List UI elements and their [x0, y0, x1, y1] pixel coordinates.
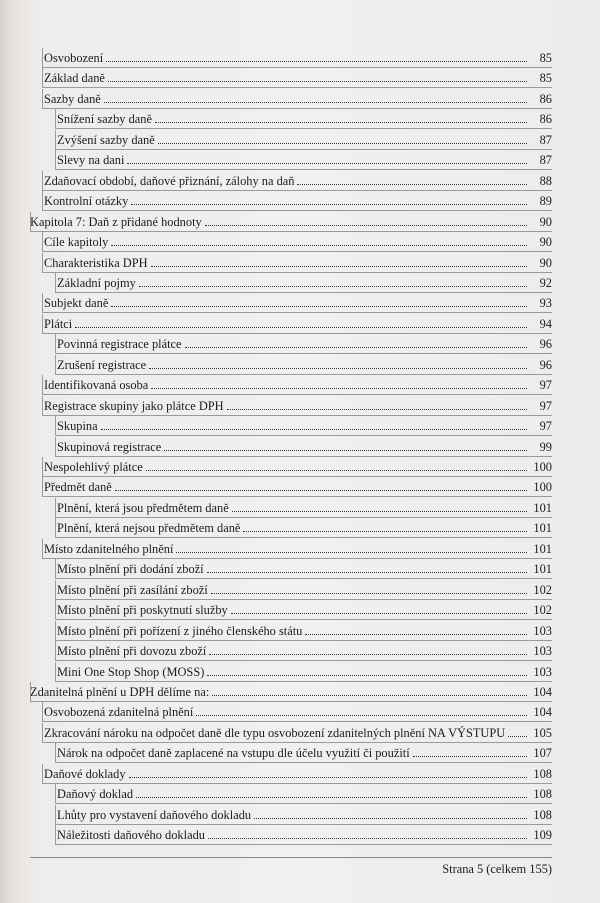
toc-entry[interactable]: [55, 559, 552, 579]
dot-leader: [129, 777, 527, 778]
toc-entry[interactable]: [42, 375, 552, 395]
toc-entry-line: [55, 521, 530, 538]
toc-entry-line: [42, 399, 530, 416]
toc-entry-label: Plnění, která nejsou předmětem daně: [57, 521, 241, 536]
toc-entry-left-border: [55, 600, 56, 620]
toc-entry-left-border: [30, 212, 31, 232]
toc-entry-page-number: 104: [533, 705, 552, 720]
toc-entry-label: Registrace skupiny jako plátce DPH: [44, 398, 224, 413]
toc-entry-label: Skupinová registrace: [57, 439, 162, 454]
dot-leader: [127, 163, 527, 164]
toc-entry[interactable]: [42, 171, 552, 191]
toc-entry-page-number: 87: [539, 132, 552, 147]
toc-entry-left-border: [55, 621, 56, 641]
toc-entry[interactable]: [30, 682, 552, 702]
toc-entry-line: [42, 235, 530, 252]
toc-entry-page-number: 90: [539, 255, 552, 270]
toc-entry-left-border: [55, 580, 56, 600]
toc-entry[interactable]: [55, 416, 552, 436]
dot-leader: [207, 572, 527, 573]
toc-entry-label: Skupina: [57, 419, 98, 434]
toc-entry[interactable]: [42, 702, 552, 722]
toc-entry-line: [55, 153, 530, 170]
toc-entry-label: Kontrolní otázky: [44, 194, 129, 209]
toc-entry-left-border: [42, 702, 43, 722]
toc-entry-page-number: 97: [539, 419, 552, 434]
toc-entry-line: [42, 92, 530, 109]
toc-entry-page-number: 108: [533, 766, 552, 781]
toc-entry-page-number: 101: [533, 541, 552, 556]
dot-leader: [231, 613, 527, 614]
toc-entry-left-border: [55, 805, 56, 825]
toc-entry-line: [55, 276, 530, 293]
toc-entry-label: Zdanitelná plnění u DPH dělíme na:: [30, 684, 210, 699]
toc-entry-page-number: 105: [533, 725, 552, 740]
dot-leader: [196, 715, 527, 716]
toc-entry-left-border: [55, 662, 56, 682]
toc-entry-label: Místo plnění při zasílání zboží: [57, 582, 208, 597]
toc-entry-left-border: [42, 253, 43, 273]
toc-entry[interactable]: [55, 355, 552, 375]
toc-entry-left-border: [55, 130, 56, 150]
toc-entry-line: [55, 358, 530, 375]
dot-leader: [211, 593, 527, 594]
toc-entry[interactable]: [55, 518, 552, 538]
dot-leader: [205, 225, 527, 226]
toc-entry-page-number: 100: [533, 480, 552, 495]
toc-entry-page-number: 89: [539, 194, 552, 209]
dot-leader: [151, 388, 527, 389]
dot-leader: [115, 490, 527, 491]
toc-entry-page-number: 92: [539, 275, 552, 290]
toc-entry-line: [42, 256, 530, 273]
dot-leader: [305, 634, 527, 635]
toc-entry[interactable]: [42, 723, 552, 743]
toc-entry-line: [55, 828, 530, 845]
dot-leader: [208, 838, 527, 839]
toc-entry-label: Charakteristika DPH: [44, 255, 148, 270]
dot-leader: [106, 61, 527, 62]
toc-entry-label: Kapitola 7: Daň z přidané hodnoty: [30, 214, 202, 229]
toc-entry-page-number: 88: [539, 173, 552, 188]
toc-entry-page-number: 86: [539, 91, 552, 106]
toc-entry-line: [42, 174, 530, 191]
dot-leader: [104, 102, 527, 103]
toc-entry[interactable]: [55, 784, 552, 804]
toc-entry-line: [55, 603, 530, 620]
toc-entry[interactable]: [55, 825, 552, 845]
toc-entry-label: Zvýšení sazby daně: [57, 132, 155, 147]
toc-entry-left-border: [55, 784, 56, 804]
toc-entry-left-border: [42, 723, 43, 743]
toc-entry-page-number: 97: [539, 398, 552, 413]
page-footer: Strana 5 (celkem 155): [442, 862, 552, 876]
toc-entry-line: [42, 705, 530, 722]
toc-entry-line: [42, 460, 530, 477]
toc-entry-page-number: 109: [533, 828, 552, 843]
toc-entry-left-border: [42, 89, 43, 109]
toc-entry-label: Místo plnění při dovozu zboží: [57, 644, 207, 659]
toc-entry-page-number: 103: [533, 664, 552, 679]
toc-entry[interactable]: [55, 273, 552, 293]
dot-leader: [254, 818, 527, 819]
toc-entry-label: Zdaňovací období, daňové přiznání, zálohy na daň: [44, 173, 295, 188]
toc-entry-line: [55, 501, 530, 518]
toc-entry-left-border: [42, 764, 43, 784]
toc-entry-page-number: 104: [533, 684, 552, 699]
toc-entry[interactable]: [42, 396, 552, 416]
toc-entry-page-number: 101: [533, 521, 552, 536]
toc-entry-left-border: [55, 825, 56, 845]
dot-leader: [75, 327, 527, 328]
toc-entry[interactable]: [55, 150, 552, 170]
toc-entry-line: [55, 665, 530, 682]
dot-leader: [111, 245, 527, 246]
toc-entry[interactable]: [42, 191, 552, 211]
toc-entry[interactable]: [42, 68, 552, 88]
toc-entry[interactable]: [42, 253, 552, 273]
toc-entry[interactable]: [42, 232, 552, 252]
toc-entry[interactable]: [42, 48, 552, 68]
toc-entry-line: [55, 112, 530, 129]
toc-entry-page-number: 108: [533, 787, 552, 802]
toc-entry-label: Nárok na odpočet daně zaplacené na vstupu dle účelu využití či použití: [57, 746, 410, 761]
dot-leader: [101, 429, 527, 430]
toc-entry-left-border: [42, 191, 43, 211]
toc-entry-line: [42, 71, 530, 88]
toc-entry-page-number: 97: [539, 378, 552, 393]
toc-entry-left-border: [42, 396, 43, 416]
toc-entry-page-number: 102: [533, 603, 552, 618]
toc-entry-left-border: [42, 314, 43, 334]
toc-entry-page-number: 90: [539, 235, 552, 250]
toc-entry-left-border: [55, 641, 56, 661]
dot-leader: [212, 695, 527, 696]
toc-entry-page-number: 107: [533, 746, 552, 761]
toc-entry[interactable]: [42, 314, 552, 334]
toc-entry-page-number: 99: [539, 439, 552, 454]
toc-entry[interactable]: [42, 89, 552, 109]
toc-entry-label: Základ daně: [44, 71, 105, 86]
toc-entry-line: [42, 480, 530, 497]
toc-entry-label: Subjekt daně: [44, 296, 109, 311]
toc-entry-label: Místo plnění při pořízení z jiného členského státu: [57, 623, 303, 638]
toc-entry-page-number: 103: [533, 623, 552, 638]
dot-leader: [151, 266, 527, 267]
toc-entry-page-number: 102: [533, 582, 552, 597]
dot-leader: [209, 654, 527, 655]
toc-entry-underline: [55, 844, 552, 845]
dot-leader: [155, 122, 527, 123]
toc-entry-left-border: [30, 682, 31, 702]
toc-entry-label: Místo plnění při poskytnutí služby: [57, 603, 228, 618]
toc-entry-line: [42, 378, 530, 395]
toc-entry[interactable]: [42, 293, 552, 313]
dot-leader: [111, 306, 527, 307]
toc-entry-page-number: 101: [533, 562, 552, 577]
toc-entry-page-number: 101: [533, 500, 552, 515]
toc-entry[interactable]: [55, 109, 552, 129]
toc-entry-label: Zrušení registrace: [57, 357, 147, 372]
dot-leader: [413, 756, 527, 757]
toc-entry[interactable]: [42, 477, 552, 497]
toc-entry-left-border: [55, 355, 56, 375]
toc-entry-label: Identifikovaná osoba: [44, 378, 149, 393]
dot-leader: [207, 675, 527, 676]
dot-leader: [146, 470, 527, 471]
toc-entry-page-number: 90: [539, 214, 552, 229]
toc-entry-line: [55, 624, 530, 641]
toc-entry-page-number: 96: [539, 337, 552, 352]
toc-entry-label: Sazby daně: [44, 91, 101, 106]
toc-entry[interactable]: [55, 641, 552, 661]
toc-entry-label: Plátci: [44, 316, 73, 331]
toc-entry-label: Slevy na dani: [57, 153, 125, 168]
toc-entry-line: [42, 51, 530, 68]
dot-leader: [136, 797, 527, 798]
toc-entry-page-number: 100: [533, 460, 552, 474]
toc-entry-left-border: [55, 150, 56, 170]
toc-entry-label: Lhůty pro vystavení daňového dokladu: [57, 807, 252, 822]
toc-entry-label: Cíle kapitoly: [44, 235, 109, 250]
toc-entry-line: [55, 746, 530, 763]
dot-leader: [227, 409, 527, 410]
toc-entry-line: [55, 644, 530, 661]
dot-leader: [232, 511, 527, 512]
toc-entry-left-border: [55, 437, 56, 457]
toc-entry-left-border: [42, 477, 43, 497]
toc-entry-label: Nespolehlivý plátce: [44, 460, 143, 474]
dot-leader: [176, 552, 527, 553]
toc-entry-line: [55, 419, 530, 436]
toc-entry-line: [55, 808, 530, 825]
toc-entry-line: [42, 296, 530, 313]
toc-entry-line: [30, 215, 530, 232]
dot-leader: [508, 736, 527, 737]
toc-entry-line: [42, 194, 530, 211]
toc-entry[interactable]: [55, 437, 552, 457]
toc-entry[interactable]: [55, 498, 552, 518]
toc-entry-page-number: 96: [539, 357, 552, 372]
toc-entry-line: [55, 787, 530, 804]
dot-leader: [108, 81, 527, 82]
toc-entry-left-border: [55, 498, 56, 518]
toc-entry[interactable]: [55, 805, 552, 825]
toc-entry-page-number: 103: [533, 644, 552, 659]
footer-rule: [30, 857, 552, 858]
toc-entry-page-number: 93: [539, 296, 552, 311]
dot-leader: [158, 143, 527, 144]
toc-entry-label: Místo zdanitelného plnění: [44, 541, 174, 556]
toc-entry-left-border: [42, 48, 43, 68]
toc-entry[interactable]: [42, 764, 552, 784]
toc-entry-label: Předmět daně: [44, 480, 112, 495]
toc-entry-line: [42, 317, 530, 334]
toc-entry-label: Plnění, která jsou předmětem daně: [57, 500, 229, 515]
toc-entry-page-number: 94: [539, 316, 552, 331]
toc-entry-line: [42, 767, 530, 784]
dot-leader: [297, 184, 527, 185]
dot-leader: [185, 347, 527, 348]
toc-entry-left-border: [55, 109, 56, 129]
toc-entry-left-border: [42, 375, 43, 395]
toc-entry-label: Osvobození: [44, 51, 104, 65]
toc-entry-label: Daňový doklad: [57, 787, 134, 802]
toc-entry[interactable]: [55, 334, 552, 354]
toc-entry-left-border: [42, 457, 43, 477]
toc-entry-label: Snížení sazby daně: [57, 112, 152, 127]
dot-leader: [131, 204, 527, 205]
toc-entry-left-border: [55, 518, 56, 538]
toc-entry-label: Místo plnění při dodání zboží: [57, 562, 204, 577]
toc-entry[interactable]: [55, 130, 552, 150]
toc-entry-line: [55, 583, 530, 600]
toc-entry[interactable]: [55, 662, 552, 682]
toc-entry-line: [42, 542, 530, 559]
toc-entry[interactable]: [55, 580, 552, 600]
toc-entry-page-number: 87: [539, 153, 552, 168]
dot-leader: [164, 450, 527, 451]
toc-entry-line: [55, 133, 530, 150]
toc-entry[interactable]: [42, 539, 552, 559]
toc-entry-left-border: [55, 273, 56, 293]
toc-entry-line: [42, 726, 530, 743]
dot-leader: [243, 531, 527, 532]
toc-entry-left-border: [42, 539, 43, 559]
toc-entry-left-border: [42, 171, 43, 191]
toc-entry-label: Náležitosti daňového dokladu: [57, 828, 205, 843]
toc-entry-page-number: 85: [539, 71, 552, 86]
toc-entry-page-number: 85: [539, 51, 552, 65]
toc-entry-line: [30, 685, 530, 702]
toc-entry-left-border: [42, 232, 43, 252]
toc-entry-left-border: [42, 293, 43, 313]
toc-entry-line: [55, 562, 530, 579]
toc-entry-left-border: [55, 743, 56, 763]
toc-entry-left-border: [55, 334, 56, 354]
toc-entry[interactable]: [55, 600, 552, 620]
toc-entry-label: Povinná registrace plátce: [57, 337, 182, 352]
dot-leader: [139, 286, 527, 287]
toc-entry-line: [55, 440, 530, 457]
toc-entry-page-number: 86: [539, 112, 552, 127]
toc-entry-page-number: 108: [533, 807, 552, 822]
toc-entry[interactable]: [30, 212, 552, 232]
toc-entry[interactable]: [42, 457, 552, 477]
toc-entry-line: [55, 337, 530, 354]
toc-entry-left-border: [42, 68, 43, 88]
toc-entry-left-border: [55, 416, 56, 436]
toc-entry-label: Daňové doklady: [44, 766, 126, 781]
toc-entry-label: Zkracování nároku na odpočet daně dle typu osvobození zdanitelných plnění NA VÝSTUPU: [44, 725, 506, 740]
toc-entry-label: Základní pojmy: [57, 275, 136, 290]
toc-entry[interactable]: [55, 743, 552, 763]
dot-leader: [149, 368, 527, 369]
toc-entry-left-border: [55, 559, 56, 579]
toc-entry-label: Osvobozená zdanitelná plnění: [44, 705, 194, 720]
toc-entry-label: Mini One Stop Shop (MOSS): [57, 664, 205, 679]
toc-entry[interactable]: [55, 621, 552, 641]
